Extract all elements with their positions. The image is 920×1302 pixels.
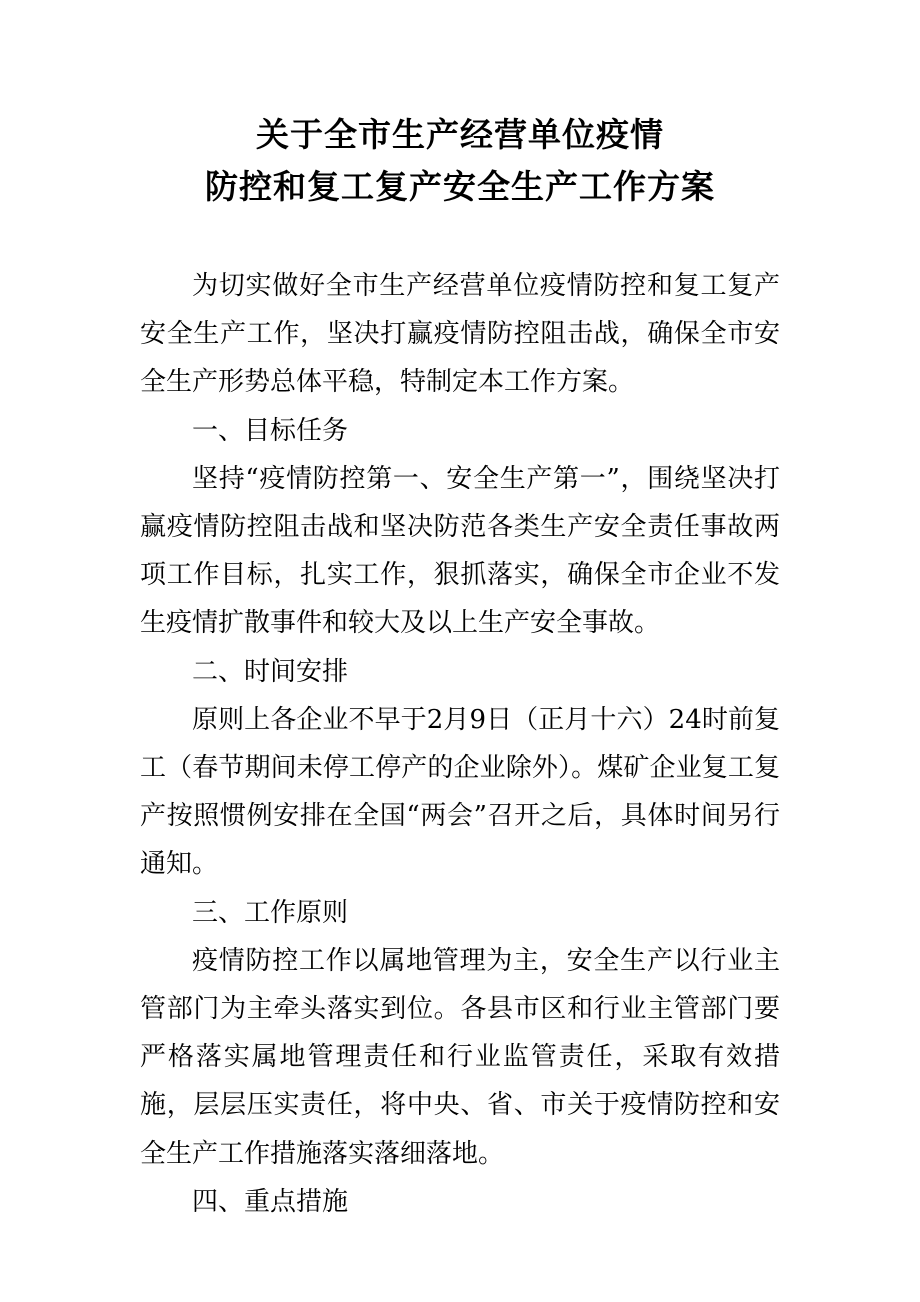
document-title-line-1: 关于全市生产经营单位疫情 [256,115,664,154]
document-title-line-2: 防控和复工复产安全生产工作方案 [205,167,715,206]
schedule-paragraph: 原则上各企业不早于2月9日（正月十六）24时前复工（春节期间未停工停产的企业除外）。煤矿企业复工复产按照惯例安排在全国“两会”召开之后，具体时间另行通知。 [140,704,780,880]
principles-paragraph: 疫情防控工作以属地管理为主，安全生产以行业主管部门为主牵头落实到位。各县市区和行业主管部门要严格落实属地管理责任和行业监管责任，采取有效措施，层层压实责任，将中央、省、市关于疫情防控和安全生产工作措施落实落细落地。 [140,945,780,1169]
goals-paragraph: 坚持“疫情防控第一、安全生产第一”，围绕坚决打赢疫情防控阻击战和坚决防范各类生产安全责任事故两项工作目标，扎实工作，狠抓落实，确保全市企业不发生疫情扩散事件和较大及以上生产安全事故。 [140,463,780,639]
intro-paragraph: 为切实做好全市生产经营单位疫情防控和复工复产安全生产工作，坚决打赢疫情防控阻击战，确保全市安全生产形势总体平稳，特制定本工作方案。 [140,271,780,398]
section-heading-goals: 一、目标任务 [192,415,349,446]
section-heading-principles: 三、工作原则 [192,897,349,928]
section-heading-schedule: 二、时间安排 [192,656,349,687]
section-heading-measures: 四、重点措施 [192,1186,349,1217]
document-body [140,262,780,1226]
